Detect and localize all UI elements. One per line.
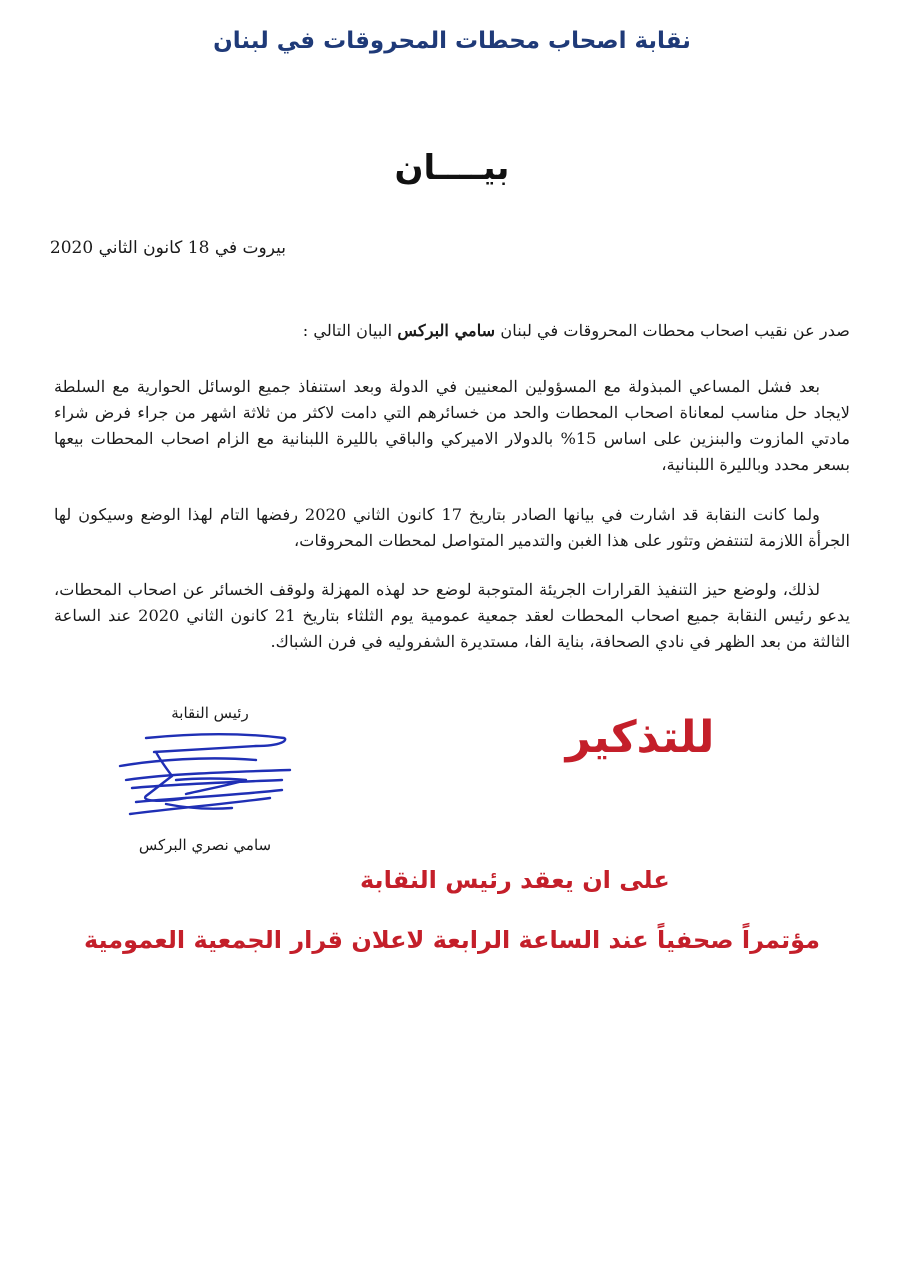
intro-text-before: صدر عن نقيب اصحاب محطات المحروقات في لبنان	[495, 321, 850, 340]
intro-president-name: سامي البركس	[397, 321, 496, 340]
signature-block	[100, 700, 300, 870]
paragraph-2: ولما كانت النقابة قد اشارت في بيانها الصادر بتاريخ 17 كانون الثاني 2020 رفضها التام لهذا الوضع وسيكون لها الجرأة اللازمة لتنتفض وتثور على هذا الغبن والتدمير المتواصل لمحطات المحروقات،	[54, 505, 850, 550]
intro-line	[54, 318, 850, 344]
reminder-line-2: مؤتمراً صحفياً عند الساعة الرابعة لاعلان قرار الجمعية العمومية	[83, 926, 821, 954]
signature-name: سامي نصري البركس	[138, 836, 272, 854]
union-name-header: نقابة اصحاب محطات المحروقات في لبنان	[213, 28, 691, 54]
signature-role: رئيس النقابة	[171, 704, 249, 722]
handwritten-signature	[106, 724, 298, 824]
statement-title: بيــــان	[394, 148, 510, 188]
intro-text-after: البيان التالي :	[302, 321, 398, 340]
paragraph-1: بعد فشل المساعي المبذولة مع المسؤولين المعنيين في الدولة وبعد استنفاذ جميع الوسائل الحوارية مع السلطة لايجاد حل مناسب لمعاناة اصحاب المحطات والحد من خسائرهم التي دامت لاكثر من ثلاثة اشهر من جراء فرض شراء مادتي المازوت والبنزين على اساس 15% بالدولار الاميركي والباقي بالليرة اللبنانية مع الزام اصحاب المحطات بيعها بسعر محدد وبالليرة اللبنانية،	[54, 377, 850, 474]
paragraph-3: لذلك، ولوضع حيز التنفيذ القرارات الجريئة المتوجبة لوضع حد لهذه المهزلة ولوقف الخسائر عن اصحاب المحطات، يدعو رئيس النقابة جميع اصحاب المحطات لعقد جمعية عمومية يوم الثلثاء بتاريخ 21 كانون الثاني 2020 عند الساعة الثالثة من بعد الظهر في نادي الصحافة، بناية الفا، مستديرة الشفروليه في فرن الشباك.	[54, 580, 851, 651]
reminder-heading: للتذكير	[565, 712, 715, 763]
reminder-line-1: على ان يعقد رئيس النقابة	[360, 866, 670, 894]
dateline: بيروت في 18 كانون الثاني 2020	[49, 238, 286, 258]
